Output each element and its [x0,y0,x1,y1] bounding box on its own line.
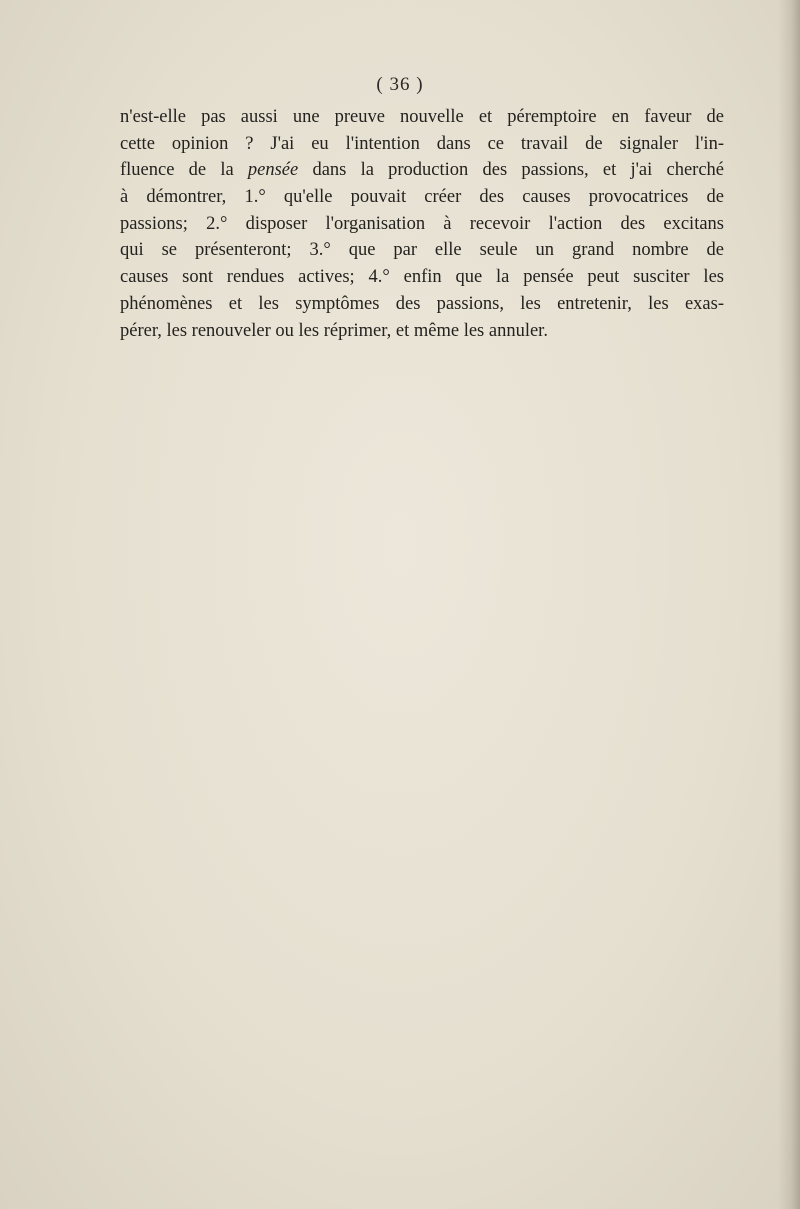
page-number: ( 36 ) [376,74,424,95]
emphasized-word: pensée [247,160,299,181]
text-line: à démontrer, 1.° qu'elle pouvait créer des causes provocatrices de [120,187,724,208]
text-line: passions; 2.° disposer l'organisation à recevoir l'action des excitans [120,213,724,234]
page-edge-shadow [778,0,800,1209]
body-paragraph [120,104,724,344]
text-line: pérer, les renouveler ou les réprimer, et même les annuler. [120,320,548,341]
text-line: qui se présenteront; 3.° que par elle seule un grand nombre de [120,240,724,261]
text-line: phénomènes et les symptômes des passions, les entretenir, les exas- [120,293,724,314]
text-line: causes sont rendues actives; 4.° enfin que la pensée peut susciter les [120,267,724,288]
text-line: n'est-elle pas aussi une preuve nouvelle et péremptoire en faveur de [120,107,724,127]
text-line: cette opinion ? J'ai eu l'intention dans ce travail de signaler l'in- [120,133,724,154]
text-line: fluence de la pensée dans la production des passions, et j'ai cherché [120,160,724,181]
